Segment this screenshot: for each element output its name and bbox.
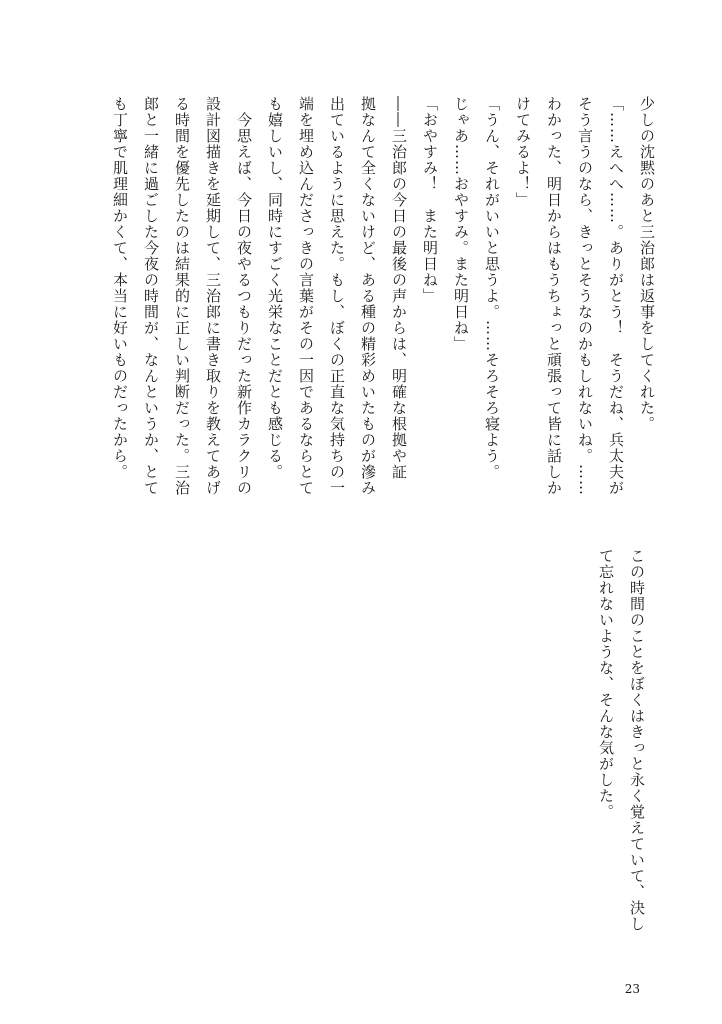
text-line: 端を埋め込んださっきの言葉がその一因であるならとて bbox=[297, 96, 315, 496]
text-line: 今思えば、今日の夜やるつもりだった新作カラクリの bbox=[235, 96, 253, 496]
text-line: 設計図描きを延期して、三治郎に書き取りを教えてあげ bbox=[204, 96, 222, 496]
text-line: 拠なんて全くないけど、ある種の精彩めいたものが滲み bbox=[359, 96, 377, 496]
text-line: 「……えへへ……。ありがとう！ そうだね、兵太夫が bbox=[607, 96, 625, 496]
text-line: も嬉しいし、同時にすごく光栄なことだとも感じる。 bbox=[266, 96, 284, 480]
text-line: る時間を優先したのは結果的に正しい判断だった。三治 bbox=[173, 96, 191, 496]
text-line: 「おやすみ！ また明日ね」 bbox=[421, 96, 439, 304]
text-line: て忘れないような、そんな気がした。 bbox=[597, 548, 615, 820]
text-line: も丁寧で肌理細かくて、本当に好いものだったから。 bbox=[111, 96, 129, 480]
text-line: そう言うのなら、きっとそうなのかもしれないね。…… bbox=[576, 96, 594, 496]
text-line: ――三治郎の今日の最後の声からは、明確な根拠や証 bbox=[390, 96, 408, 480]
text-line: 「うん、それがいいと思うよ。……そろそろ寝よう。 bbox=[483, 96, 501, 480]
text-line: わかった、明日からはもうちょっと頑張って皆に話しか bbox=[545, 96, 563, 496]
text-line: 郎と一緒に過ごした今夜の時間が、なんというか、とて bbox=[142, 96, 160, 496]
upper-text-block bbox=[104, 96, 662, 516]
text-line: この時間のことをぼくはきっと永く覚えていて、決し bbox=[628, 548, 646, 932]
text-line: 出ているように思えた。もし、ぼくの正直な気持ちの一 bbox=[328, 96, 346, 496]
text-line: 少しの沈黙のあと三治郎は返事をしてくれた。 bbox=[638, 96, 656, 432]
page-number: 23 bbox=[624, 982, 640, 996]
text-line: けてみるよ！」 bbox=[514, 96, 532, 208]
lower-text-block bbox=[590, 548, 652, 958]
text-line: じゃあ……おやすみ。また明日ね」 bbox=[452, 96, 470, 352]
